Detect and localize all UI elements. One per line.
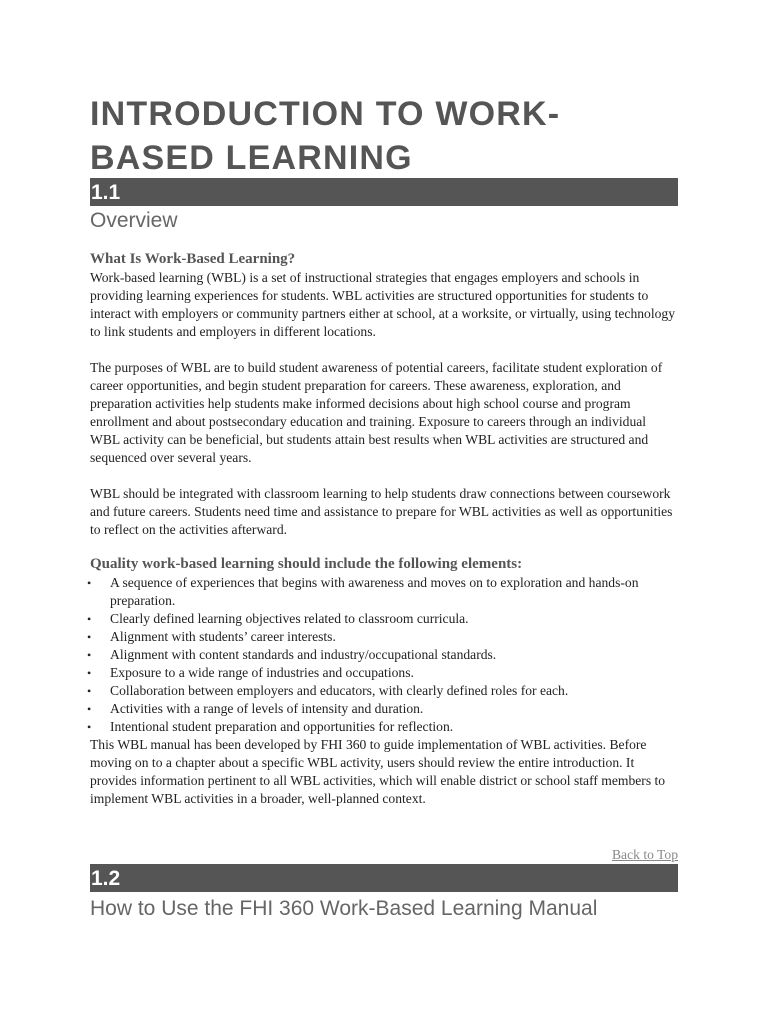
list-item xyxy=(87,682,678,700)
closing-paragraph: This WBL manual has been developed by FHI 360 to guide implementation of WBL activities. Before moving on to a chapter about a specific WBL activity, users should review the entire introduction. It provides information pertinent to all WBL activities, which will enable district or school staff members to implement WBL activities in a broader, well-planned context. xyxy=(90,737,666,806)
list-item xyxy=(87,700,678,718)
bullet-icon: • xyxy=(87,630,92,644)
bullet-icon: • xyxy=(87,648,92,662)
paragraph: Work-based learning (WBL) is a set of instructional strategies that engages employers and schools in providing learning experiences for students. WBL activities are structured opportunities for students to interact with employers or community partners either at school, at a worksite, or virtually, using technology to link students and employers in different locations. xyxy=(90,270,676,339)
paragraph: WBL should be integrated with classroom learning to help students draw connections between coursework and future careers. Students need time and assistance to prepare for WBL activities as well as opportunities to reflect on the activities afterward. xyxy=(90,486,673,537)
list-item xyxy=(87,628,678,646)
back-to-top-link[interactable]: Back to Top xyxy=(611,847,678,862)
list-item xyxy=(87,610,678,628)
list-item-text: Alignment with content standards and industry/occupational standards. xyxy=(110,647,497,662)
section-number-bar: 1.2 xyxy=(90,864,678,892)
list-item xyxy=(87,646,678,664)
list-item-text: Intentional student preparation and opportunities for reflection. xyxy=(110,719,454,734)
section-body xyxy=(87,250,678,808)
page-title: INTRODUCTION TO WORK-BASED LEARNING xyxy=(90,95,561,177)
list-item xyxy=(87,574,678,610)
list-item xyxy=(87,664,678,682)
list-item-text: Exposure to a wide range of industries and occupations. xyxy=(110,665,414,680)
subheading: What Is Work-Based Learning? xyxy=(90,251,296,267)
list-item-text: Clearly defined learning objectives related to classroom curricula. xyxy=(110,611,469,626)
bullet-icon: • xyxy=(87,702,92,716)
list-item-text: Collaboration between employers and educators, with clearly defined roles for each. xyxy=(110,683,569,698)
list-item-text: A sequence of experiences that begins with awareness and moves on to exploration and hands-on preparation. xyxy=(110,575,639,608)
list-item xyxy=(87,718,678,736)
elements-heading: Quality work-based learning should include the following elements: xyxy=(90,556,523,572)
section-number-bar: 1.1 xyxy=(90,178,678,206)
bullet-icon: • xyxy=(87,666,92,680)
paragraph: The purposes of WBL are to build student awareness of potential careers, facilitate student exploration of career opportunities, and begin student preparation for careers. These awareness, exploration, and preparation activities help students make informed decisions about high school course and program enrollment and about postsecondary education and training. Exposure to careers through an individual WBL activity can be beneficial, but students attain best results when WBL activities are structured and sequenced over several years. xyxy=(90,360,663,465)
bullet-icon: • xyxy=(87,576,92,590)
bullet-icon: • xyxy=(87,684,92,698)
bullet-icon: • xyxy=(87,720,92,734)
list-item-text: Activities with a range of levels of intensity and duration. xyxy=(110,701,424,716)
list-item-text: Alignment with students’ career interests. xyxy=(110,629,336,644)
section-heading: Overview xyxy=(90,209,178,232)
section-heading: How to Use the FHI 360 Work-Based Learning Manual xyxy=(90,897,598,920)
bullet-icon: • xyxy=(87,612,92,626)
elements-list xyxy=(87,574,678,736)
